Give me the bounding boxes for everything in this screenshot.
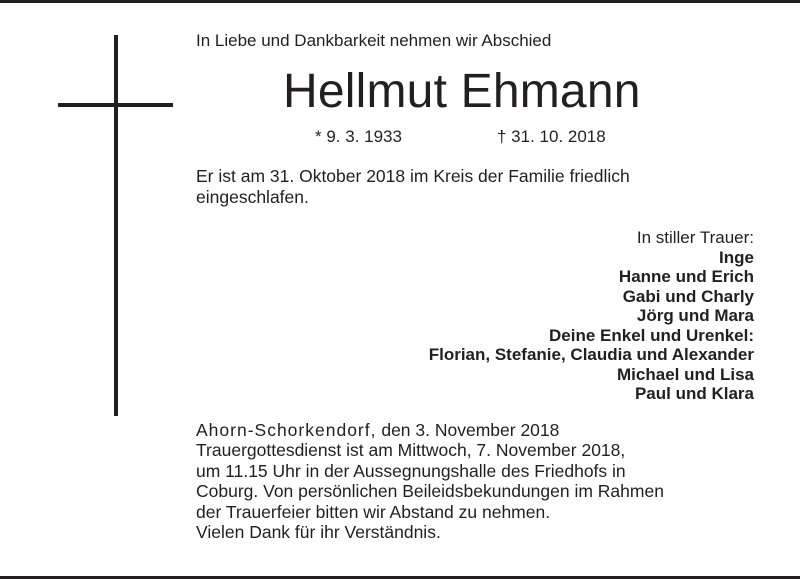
- service-line: Coburg. Von persönlichen Beileidsbekundungen im Rahmen: [196, 481, 664, 502]
- cross-icon-vertical-bar: [114, 35, 118, 416]
- service-line: um 11.15 Uhr in der Aussegnungshalle des Friedhofs in: [196, 460, 626, 481]
- mourner-line: Deine Enkel und Urenkel:: [549, 325, 754, 345]
- deceased-name: Hellmut Ehmann: [283, 65, 641, 118]
- cross-icon-horizontal-bar: [58, 103, 173, 107]
- mourner-line: Michael und Lisa: [617, 364, 754, 384]
- birth-date: * 9. 3. 1933: [315, 127, 402, 146]
- mourner-line: Gabi und Charly: [622, 286, 754, 306]
- mourners-intro: In stiller Trauer:: [636, 228, 754, 247]
- notice-date: den 3. November 2018: [376, 420, 560, 440]
- death-statement: Er ist am 31. Oktober 2018 im Kreis der Familie friedlich eingeschlafen.: [196, 166, 630, 207]
- mourner-line: Hanne und Erich: [618, 267, 754, 286]
- mourner-line: Florian, Stefanie, Claudia und Alexander: [428, 345, 754, 364]
- service-line: der Trauerfeier bitten wir Abstand zu nehmen.: [196, 501, 551, 522]
- mourner-line: Inge: [719, 247, 754, 267]
- service-line: Trauergottesdienst ist am Mittwoch, 7. November 2018,: [196, 440, 626, 461]
- place-date-line: [196, 420, 664, 440]
- intro-line: In Liebe und Dankbarkeit nehmen wir Abschied: [196, 31, 552, 50]
- closing-block: [196, 420, 664, 542]
- mourners-block: [429, 228, 754, 404]
- top-border: [0, 0, 800, 3]
- mourner-line: Paul und Klara: [634, 384, 754, 403]
- thanks-line: Vielen Dank für ihr Verständnis.: [196, 522, 441, 543]
- mourner-line: Jörg und Mara: [636, 306, 754, 325]
- place-name: Ahorn-Schorkendorf,: [196, 420, 377, 440]
- death-date: † 31. 10. 2018: [497, 127, 606, 146]
